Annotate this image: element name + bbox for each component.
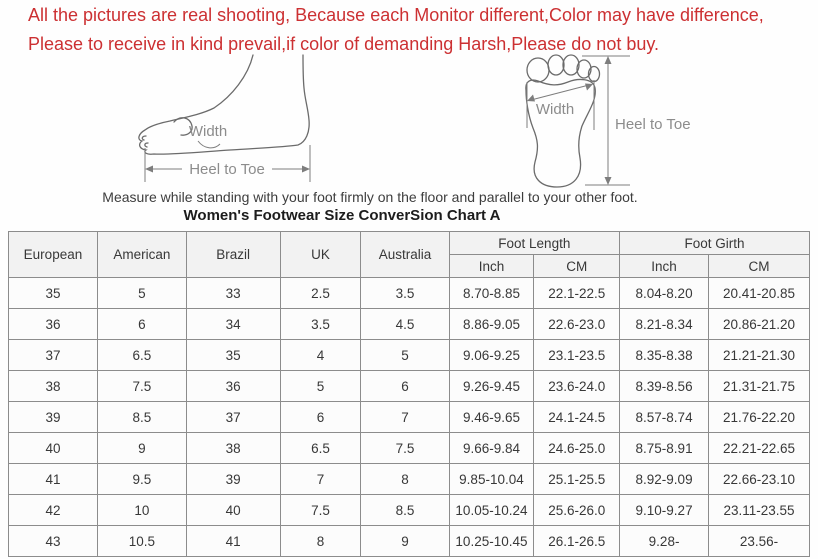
table-cell: 35 [9,278,98,309]
table-cell: 20.41-20.85 [709,278,810,309]
table-cell: 23.11-23.55 [709,495,810,526]
arrow-up-icon [605,56,612,64]
table-cell: 38 [9,371,98,402]
foot-sole-view-diagram [498,48,708,198]
table-cell: 38 [186,433,280,464]
big-toe-icon [527,58,549,82]
measure-instruction-caption: Measure while standing with your foot firmly on the floor and parallel to your other foot. [102,189,638,205]
table-cell: 24.1-24.5 [534,402,620,433]
sole-outline [526,80,595,187]
table-cell: 5 [280,371,361,402]
table-cell: 34 [186,309,280,340]
table-cell: 21.21-21.30 [709,340,810,371]
col-header-girth-inch: Inch [620,255,709,278]
table-cell: 8.04-8.20 [620,278,709,309]
table-cell: 8.86-9.05 [449,309,534,340]
table-cell: 9.5 [97,464,186,495]
table-cell: 10.25-10.45 [449,526,534,557]
table-cell: 8.5 [361,495,449,526]
arrow-right-icon [585,84,593,91]
arrow-left-icon [527,95,535,102]
table-cell: 5 [97,278,186,309]
table-cell: 22.1-22.5 [534,278,620,309]
col-header-uk: UK [280,232,361,278]
toe-crease-icon [145,143,148,147]
col-header-australia: Australia [361,232,449,278]
table-cell: 7 [280,464,361,495]
table-cell: 6.5 [280,433,361,464]
table-cell: 40 [9,433,98,464]
col-header-length-inch: Inch [449,255,534,278]
table-cell: 22.66-23.10 [709,464,810,495]
arrow-right-icon [302,166,310,173]
table-cell: 9.10-9.27 [620,495,709,526]
sole-width-label: Width [535,101,575,118]
table-cell: 24.6-25.0 [534,433,620,464]
table-cell: 8.70-8.85 [449,278,534,309]
table-cell: 37 [186,402,280,433]
table-cell: 41 [9,464,98,495]
table-cell: 8.21-8.34 [620,309,709,340]
table-cell: 41 [186,526,280,557]
table-row [9,278,810,309]
table-cell: 8.35-8.38 [620,340,709,371]
table-row [9,464,810,495]
table-row [9,309,810,340]
arrow-down-icon [605,177,612,185]
table-cell: 33 [186,278,280,309]
table-cell: 3.5 [280,309,361,340]
table-cell: 21.76-22.20 [709,402,810,433]
table-cell: 6.5 [97,340,186,371]
col-group-foot-girth: Foot Girth [620,232,810,255]
table-cell: 6 [361,371,449,402]
header-row-1 [9,232,810,255]
size-chart-title: Women's Footwear Size ConverSion Chart A [183,207,501,224]
table-cell: 9.85-10.04 [449,464,534,495]
col-header-european: European [9,232,98,278]
col-header-length-cm: CM [534,255,620,278]
table-cell: 39 [186,464,280,495]
table-cell: 8.75-8.91 [620,433,709,464]
table-cell: 9.26-9.45 [449,371,534,402]
notice-line-2: Please to receive in kind prevail,if color of demanding Harsh,Please do not buy. [28,34,660,54]
table-cell: 10.05-10.24 [449,495,534,526]
table-cell: 20.86-21.20 [709,309,810,340]
table-cell: 9.06-9.25 [449,340,534,371]
table-cell: 9.46-9.65 [449,402,534,433]
foot-side-view-drawing [130,48,320,188]
table-cell: 23.1-23.5 [534,340,620,371]
table-cell: 37 [9,340,98,371]
side-heel-to-toe-label: Heel to Toe [189,161,265,178]
foot-sole-view-drawing [498,48,708,198]
col-header-girth-cm: CM [709,255,810,278]
table-cell: 22.6-23.0 [534,309,620,340]
sole-heel-to-toe-label: Heel to Toe [615,116,691,133]
table-cell: 23.6-24.0 [534,371,620,402]
table-row [9,340,810,371]
table-cell: 8 [361,464,449,495]
width-leader-line [198,141,220,148]
table-cell: 6 [280,402,361,433]
table-cell: 4 [280,340,361,371]
table-cell: 8.5 [97,402,186,433]
toe-icon [548,55,564,75]
table-cell: 26.1-26.5 [534,526,620,557]
table-cell: 21.31-21.75 [709,371,810,402]
table-cell: 5 [361,340,449,371]
table-cell: 6 [97,309,186,340]
table-cell: 35 [186,340,280,371]
table-cell: 36 [9,309,98,340]
table-cell: 10.5 [97,526,186,557]
table-cell: 23.56- [709,526,810,557]
size-conversion-table [8,231,810,557]
table-cell: 9 [361,526,449,557]
table-cell: 7.5 [361,433,449,464]
table-row [9,402,810,433]
dimension-line [531,85,589,100]
table-cell: 7.5 [97,371,186,402]
col-header-american: American [97,232,186,278]
table-cell: 43 [9,526,98,557]
table-cell: 25.6-26.0 [534,495,620,526]
table-cell: 9.28- [620,526,709,557]
table-cell: 4.5 [361,309,449,340]
side-width-label: Width [188,123,228,140]
toe-crease-icon [142,136,146,140]
table-cell: 3.5 [361,278,449,309]
notice-line-1: All the pictures are real shooting, Because each Monitor different,Color may have difference, [28,5,764,25]
foot-side-view-diagram [130,48,320,188]
table-cell: 22.21-22.65 [709,433,810,464]
table-cell: 7.5 [280,495,361,526]
table-cell: 7 [361,402,449,433]
table-cell: 8.92-9.09 [620,464,709,495]
size-table-body [9,278,810,557]
table-cell: 2.5 [280,278,361,309]
table-cell: 40 [186,495,280,526]
table-row [9,371,810,402]
toe-icon [563,55,579,75]
table-cell: 36 [186,371,280,402]
table-row [9,495,810,526]
arrow-left-icon [145,166,153,173]
col-header-brazil: Brazil [186,232,280,278]
table-cell: 10 [97,495,186,526]
table-cell: 9 [97,433,186,464]
table-cell: 8.57-8.74 [620,402,709,433]
table-cell: 42 [9,495,98,526]
table-header [9,232,810,278]
table-cell: 9.66-9.84 [449,433,534,464]
table-cell: 8 [280,526,361,557]
table-cell: 39 [9,402,98,433]
table-row [9,433,810,464]
col-group-foot-length: Foot Length [449,232,620,255]
table-cell: 8.39-8.56 [620,371,709,402]
table-row [9,526,810,557]
table-cell: 25.1-25.5 [534,464,620,495]
